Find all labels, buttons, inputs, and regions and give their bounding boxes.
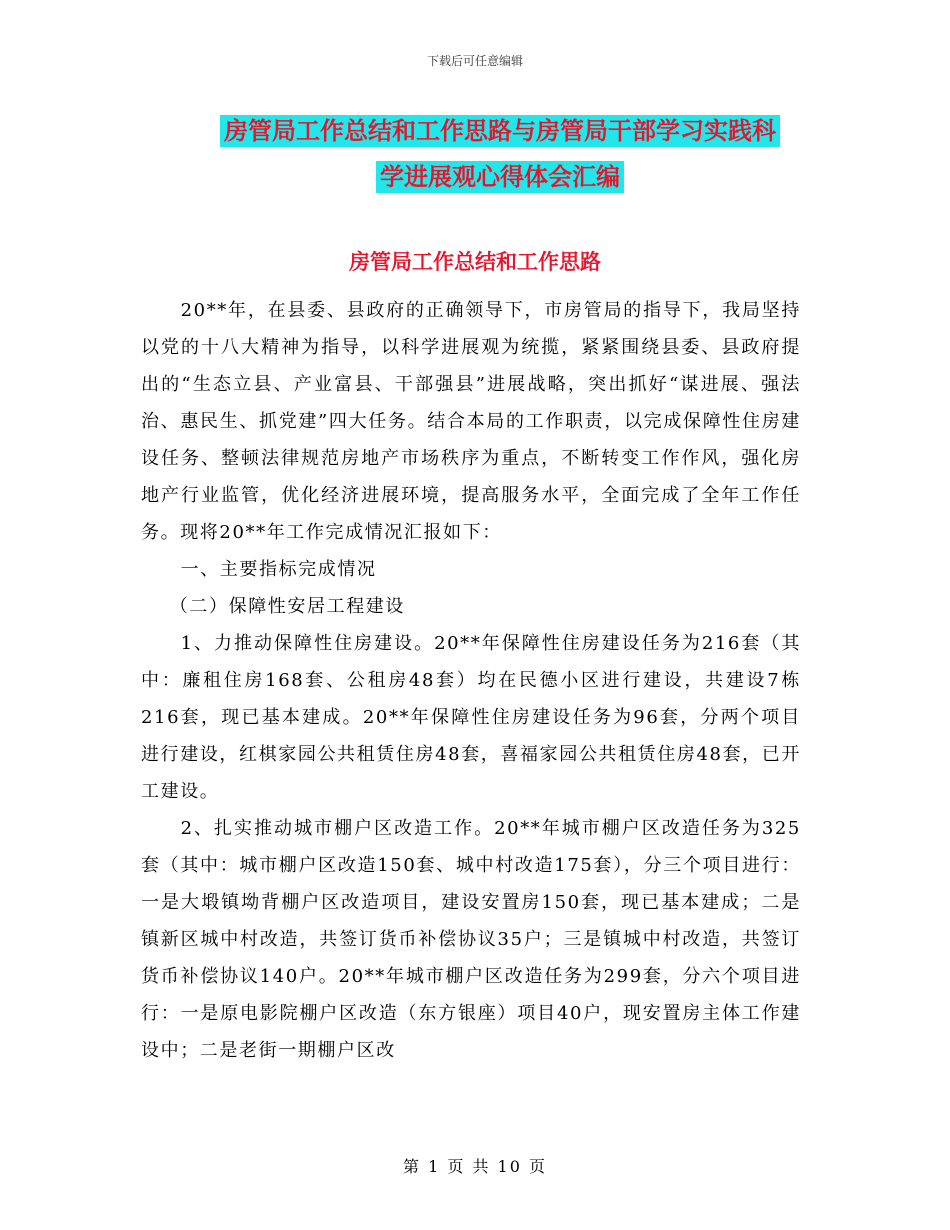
body-paragraph: 2、扎实推动城市棚户区改造工作。20**年城市棚户区改造任务为325套（其中：城市棚户区改造150套、城中村改造175套），分三个项目进行：一是大塅镇坳背棚户区改造项目，建设安置房150套，现已基本建成；二是镇新区城中村改造，共签订货币补偿协议35户；三是镇城中村改造，共签订货币补偿协议140户。20**年城市棚户区改造任务为299套，分六个项目进行：一是原电影院棚户区改造（东方银座）项目40户，现安置房主体工作建设中；二是老街一期棚户区改 (141, 818, 801, 1061)
section-title: 房管局工作总结和工作思路 (349, 250, 601, 274)
body-paragraph: 20**年，在县委、县政府的正确领导下，市房管局的指导下，我局坚持以党的十八大精神为指导，以科学进展观为统揽，紧紧围绕县委、县政府提出的“生态立县、产业富县、干部强县”进展战略，突出抓好“谋进展、强法治、惠民生、抓党建”四大任务。结合本局的工作职责，以完成保障性住房建设任务、整顿法律规范房地产市场秩序为重点，不断转变工作作风，强化房地产行业监管，优化经济进展环境，提高服务水平，全面完成了全年工作任务。现将20**年工作完成情况汇报如下： (141, 300, 801, 543)
heading-main-indicators: 一、主要指标完成情况 (180, 559, 377, 580)
header-note: 下载后可任意编辑 (426, 54, 523, 68)
subheading-housing-project: （二）保障性安居工程建设 (169, 596, 405, 617)
document-title-line-1: 房管局工作总结和工作思路与房管局干部学习实践科 (220, 115, 780, 147)
document-body (141, 292, 801, 1069)
body-paragraph: 1、力推动保障性住房建设。20**年保障性住房建设任务为216套（其中：廉租住房168套、公租房48套）均在民德小区进行建设，共建设7栋216套，现已基本建成。20**年保障性住房建设任务为96套，分两个项目进行建设，红棋家园公共租赁住房48套，喜福家园公共租赁住房48套，已开工建设。 (141, 633, 801, 802)
document-title-line-2: 学进展观心得体会汇编 (376, 161, 624, 193)
document-title (150, 108, 850, 200)
page-indicator: 第 1 页 共 10 页 (403, 1157, 547, 1176)
